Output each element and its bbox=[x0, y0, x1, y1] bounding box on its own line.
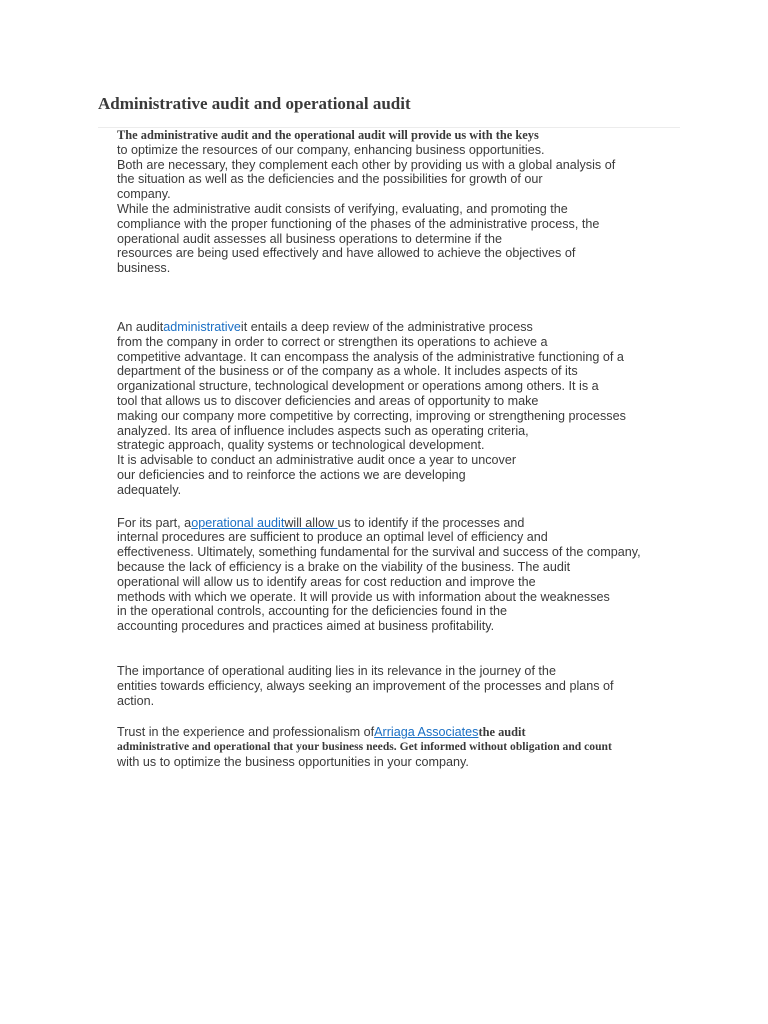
text-fragment: the audit bbox=[478, 725, 526, 740]
administrative-link[interactable]: administrative bbox=[163, 319, 241, 334]
text-fragment: it entails a deep review of the administrative process bbox=[240, 319, 533, 334]
text-line: operational audit assesses all business operations to determine if the bbox=[117, 231, 503, 246]
text-fragment: For its part, a bbox=[117, 515, 192, 530]
text-line: with us to optimize the business opportunities in your company. bbox=[117, 754, 469, 769]
text-line: Both are necessary, they complement each other by providing us with a global analysis of bbox=[117, 157, 616, 172]
text-line: to optimize the resources of our company, enhancing business opportunities. bbox=[117, 142, 545, 157]
text-line: tool that allows us to discover deficiencies and areas of opportunity to make bbox=[117, 393, 539, 408]
text-line: accounting procedures and practices aimed at business profitability. bbox=[117, 619, 495, 634]
text-line: from the company in order to correct or strengthen its operations to achieve a bbox=[117, 334, 548, 349]
text-line: It is advisable to conduct an administrative audit once a year to uncover bbox=[117, 453, 517, 468]
text-line: While the administrative audit consists of verifying, evaluating, and promoting the bbox=[117, 201, 568, 216]
text-line: operational will allow us to identify areas for cost reduction and improve the bbox=[117, 574, 536, 589]
text-line: internal procedures are sufficient to produce an optimal level of efficiency and bbox=[117, 530, 548, 545]
operational-audit-link[interactable] bbox=[191, 516, 337, 530]
arriaga-associates-link[interactable]: Arriaga Associates bbox=[374, 725, 479, 740]
text-line: making our company more competitive by correcting, improving or strengthening processes bbox=[117, 408, 626, 423]
text-line: because the lack of efficiency is a brake on the viability of the business. The audit bbox=[117, 559, 571, 574]
text-line: adequately. bbox=[117, 482, 182, 497]
intro-lead: The administrative audit and the operational audit will provide us with the keys bbox=[117, 128, 539, 142]
text-line bbox=[117, 516, 657, 531]
text-line: methods with which we operate. It will provide us with information about the weaknesses bbox=[117, 589, 610, 604]
text-line: analyzed. Its area of influence includes aspects such as operating criteria, bbox=[117, 423, 529, 438]
paragraph-operational-audit bbox=[117, 516, 657, 634]
text-line: strategic approach, quality systems or technological development. bbox=[117, 438, 485, 453]
paragraph-administrative-audit bbox=[117, 320, 657, 498]
text-line: action. bbox=[117, 693, 155, 708]
text-line bbox=[117, 725, 657, 740]
text-line: competitive advantage. It can encompass the analysis of the administrative functioning of a bbox=[117, 349, 624, 364]
text-line bbox=[117, 320, 657, 335]
text-line: the situation as well as the deficiencies and the possibilities for growth of our bbox=[117, 172, 543, 187]
text-line: company. bbox=[117, 187, 171, 202]
text-fragment: Trust in the experience and professionalism of bbox=[117, 725, 375, 740]
link-text: operational audit bbox=[191, 515, 285, 530]
text-line: department of the business or of the company as a whole. It includes aspects of its bbox=[117, 364, 578, 379]
text-line: in the operational controls, accounting for the deficiencies found in the bbox=[117, 604, 507, 619]
page-title: Administrative audit and operational audit bbox=[98, 94, 411, 113]
text-line: organizational structure, technological development or operations among others. It is a bbox=[117, 379, 599, 394]
text-line: resources are being used effectively and have allowed to achieve the objectives of bbox=[117, 246, 576, 261]
text-line: business. bbox=[117, 261, 171, 276]
text-line: The importance of operational auditing lies in its relevance in the journey of the bbox=[117, 663, 556, 678]
text-fragment: us to identify if the processes and bbox=[337, 515, 525, 530]
text-line: entities towards efficiency, always seeking an improvement of the processes and plans of bbox=[117, 678, 614, 693]
document-body bbox=[117, 128, 657, 770]
paragraph-intro bbox=[117, 128, 657, 276]
link-text: will allow bbox=[284, 515, 338, 530]
text-line: effectiveness. Ultimately, something fundamental for the survival and success of the company, bbox=[117, 545, 641, 560]
paragraph-trust bbox=[117, 725, 657, 769]
text-fragment: An audit bbox=[117, 319, 164, 334]
text-line: administrative and operational that your business needs. Get informed without obligation and count bbox=[117, 740, 612, 754]
text-line: our deficiencies and to reinforce the actions we are developing bbox=[117, 467, 466, 482]
paragraph-importance bbox=[117, 664, 657, 708]
text-line: compliance with the proper functioning of the phases of the administrative process, the bbox=[117, 216, 600, 231]
